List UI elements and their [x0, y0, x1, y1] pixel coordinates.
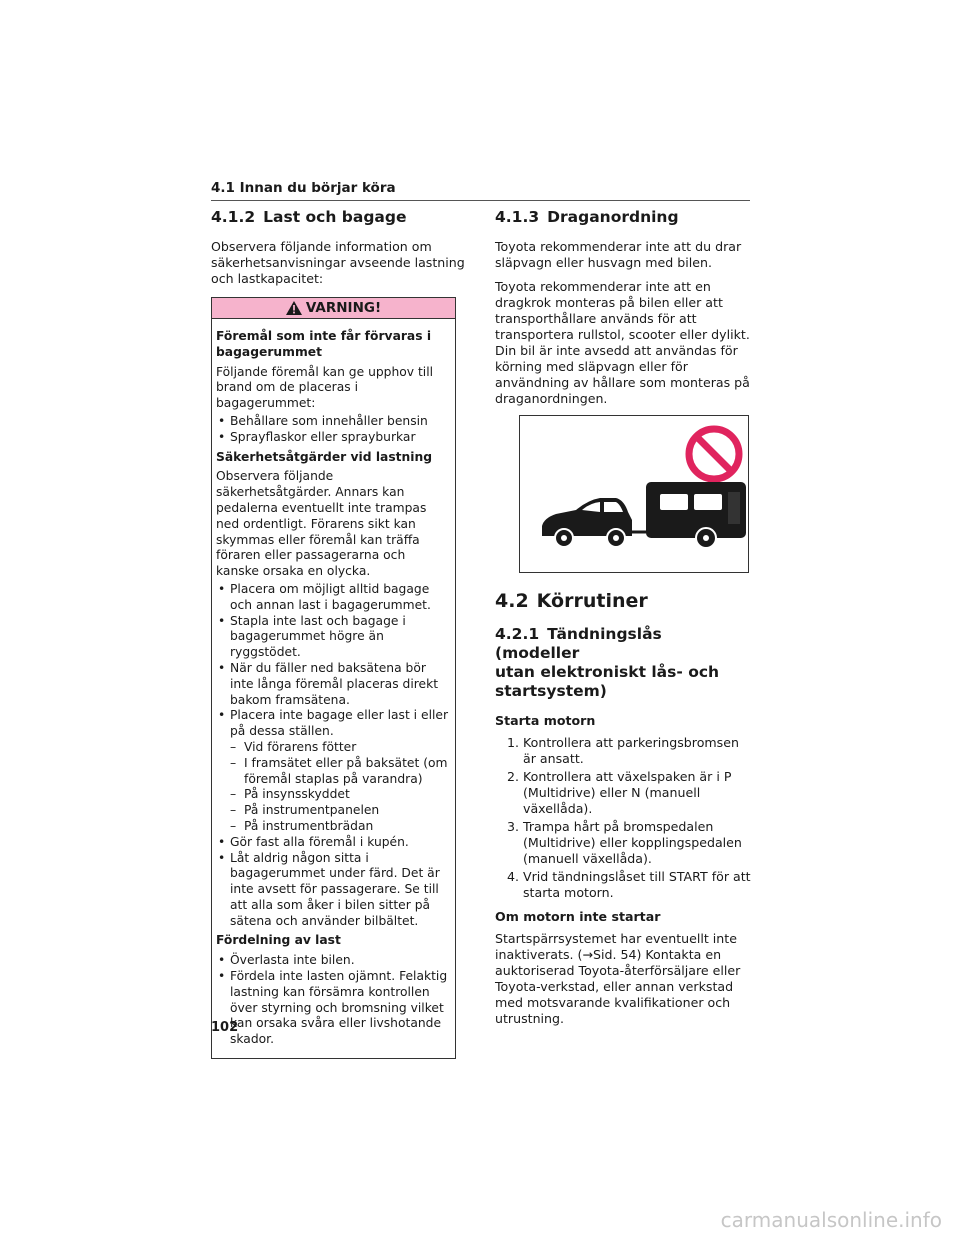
- sub-list-item: – På insynsskyddet: [230, 787, 451, 803]
- heading-line: [495, 625, 751, 663]
- list-item: • Låt aldrig någon sitta i bagagerummet under färd. Det är inte avsett för passagerare. Se till att alla som åker i bilen sitter på sätena och använder bilbältet.: [216, 851, 451, 930]
- list-item: [495, 869, 751, 901]
- sub-list: [230, 740, 451, 835]
- warning-icon: [286, 301, 302, 315]
- heading-text: Draganordning: [547, 208, 679, 226]
- no-start-title: Om motorn inte startar: [495, 909, 661, 924]
- heading-4-2-1: [495, 625, 751, 701]
- list-item: [495, 769, 751, 817]
- list-item: • Behållare som innehåller bensin: [216, 414, 451, 430]
- step-text: Vrid tändningslåset till START för att starta motorn.: [523, 869, 751, 900]
- step-text: Trampa hårt på bromspedalen (Multidrive) eller kopplingspedalen (manuell växellåda).: [523, 819, 742, 866]
- warning-sec2-text: Observera följande säkerhetsåtgärder. Annars kan pedalerna eventuellt inte trampas ned ordentligt. Förarens sikt kan skymmas eller föremål kan träffa föraren eller passagerarna och kanske orsaka en olycka.: [216, 469, 427, 579]
- caravan-icon: [624, 482, 746, 548]
- warning-sec1-title: Föremål som inte får förvaras i bagagerummet: [216, 329, 432, 359]
- step-text: Kontrollera att växelspaken är i P (Multidrive) eller N (manuell växellåda).: [523, 769, 732, 816]
- heading-line: utan elektroniskt lås- och: [495, 663, 720, 681]
- warning-header: [212, 298, 455, 319]
- heading-text: Körrutiner: [536, 590, 648, 612]
- towing-prohibited-figure: [519, 415, 749, 573]
- towing-paragraph-2: Toyota rekommenderar inte att en dragkrok monteras på bilen eller att transporthållare används för att transportera rullstol, scooter eller dylikt. Din bil är inte avsedd att användas för körning med släpvagn eller för användning av hållare som monteras på draganordningen.: [495, 279, 750, 406]
- step-number: 3.: [506, 819, 519, 834]
- sub-list-item: – I framsätet eller på baksätet (om föremål staplas på varandra): [230, 756, 451, 788]
- list-item: [495, 819, 751, 867]
- list-item: [495, 735, 751, 767]
- warning-sec3-title: Fördelning av last: [216, 933, 341, 948]
- sub-list-item: – På instrumentpanelen: [230, 803, 451, 819]
- heading-number: 4.1.2: [211, 208, 256, 226]
- warning-title: VARNING!: [305, 300, 382, 316]
- car-icon: [542, 498, 632, 547]
- heading-text: Tändningslås (modeller: [495, 625, 662, 662]
- section-title: 4.1 Innan du börjar köra: [211, 180, 396, 196]
- start-engine-title: Starta motorn: [495, 713, 596, 728]
- watermark: carmanualsonline.info: [720, 1208, 942, 1232]
- step-number: 4.: [506, 869, 519, 884]
- warning-sec3-list: [216, 953, 451, 1048]
- list-item-text: Placera inte bagage eller last i eller på dessa ställen.: [230, 708, 449, 739]
- heading-4-2: [495, 589, 751, 613]
- list-item: • När du fäller ned baksätena bör inte långa föremål placeras direkt bakom framsätena.: [216, 661, 451, 708]
- towing-paragraph-1: Toyota rekommenderar inte att du drar släpvagn eller husvagn med bilen.: [495, 239, 742, 270]
- heading-text: Last och bagage: [263, 208, 407, 226]
- list-item: • Gör fast alla föremål i kupén.: [216, 835, 451, 851]
- step-number: 2.: [506, 769, 519, 784]
- sub-list-item: – Vid förarens fötter: [230, 740, 451, 756]
- heading-4-1-3: [495, 207, 751, 227]
- list-item: • Stapla inte last och bagage i bagagerummet högre än ryggstödet.: [216, 614, 451, 661]
- list-item: • Placera om möjligt alltid bagage och annan last i bagagerummet.: [216, 582, 451, 614]
- header-rule: [211, 200, 750, 201]
- prohibited-icon: [689, 429, 739, 479]
- page-header: [211, 180, 750, 201]
- heading-4-1-2: [211, 207, 471, 227]
- heading-line: startsystem): [495, 682, 607, 700]
- sub-list-item: – På instrumentbrädan: [230, 819, 451, 835]
- no-start-text: Startspärrsystemet har eventuellt inte inaktiverats. (→Sid. 54) Kontakta en auktoriserad Toyota-återförsäljare eller Toyota-verkstad, eller annan verkstad med motsvarande kvalifikationer och utrustning.: [495, 931, 741, 1026]
- step-number: 1.: [506, 735, 519, 750]
- car-with-caravan-illustration: [520, 416, 748, 572]
- list-item: • Sprayflaskor eller sprayburkar: [216, 430, 451, 446]
- warning-sec2-list: [216, 582, 451, 930]
- heading-number: 4.2.1: [495, 625, 540, 643]
- page-number: 102: [211, 1020, 239, 1035]
- list-item: [216, 708, 451, 834]
- intro-text: Observera följande information om säkerhetsanvisningar avseende lastning och lastkapacitet:: [211, 239, 465, 286]
- heading-number: 4.2: [495, 590, 529, 612]
- warning-sec1-text: Följande föremål kan ge upphov till brand om de placeras i bagagerummet:: [216, 364, 434, 411]
- warning-body: [212, 319, 455, 1058]
- warning-sec2-title: Säkerhetsåtgärder vid lastning: [216, 449, 433, 464]
- heading-number: 4.1.3: [495, 208, 540, 226]
- warning-sec1-list: [216, 414, 451, 446]
- warning-box: [211, 297, 456, 1059]
- start-steps-list: [495, 735, 751, 901]
- left-column: [211, 207, 471, 1059]
- list-item: • Överlasta inte bilen.: [216, 953, 451, 969]
- right-column: [495, 207, 751, 1035]
- step-text: Kontrollera att parkeringsbromsen är ansatt.: [523, 735, 739, 766]
- list-item: • Fördela inte lasten ojämnt. Felaktig lastning kan försämra kontrollen över styrning och bromsning vilket kan orsaka svåra eller livshotande skador.: [216, 969, 451, 1048]
